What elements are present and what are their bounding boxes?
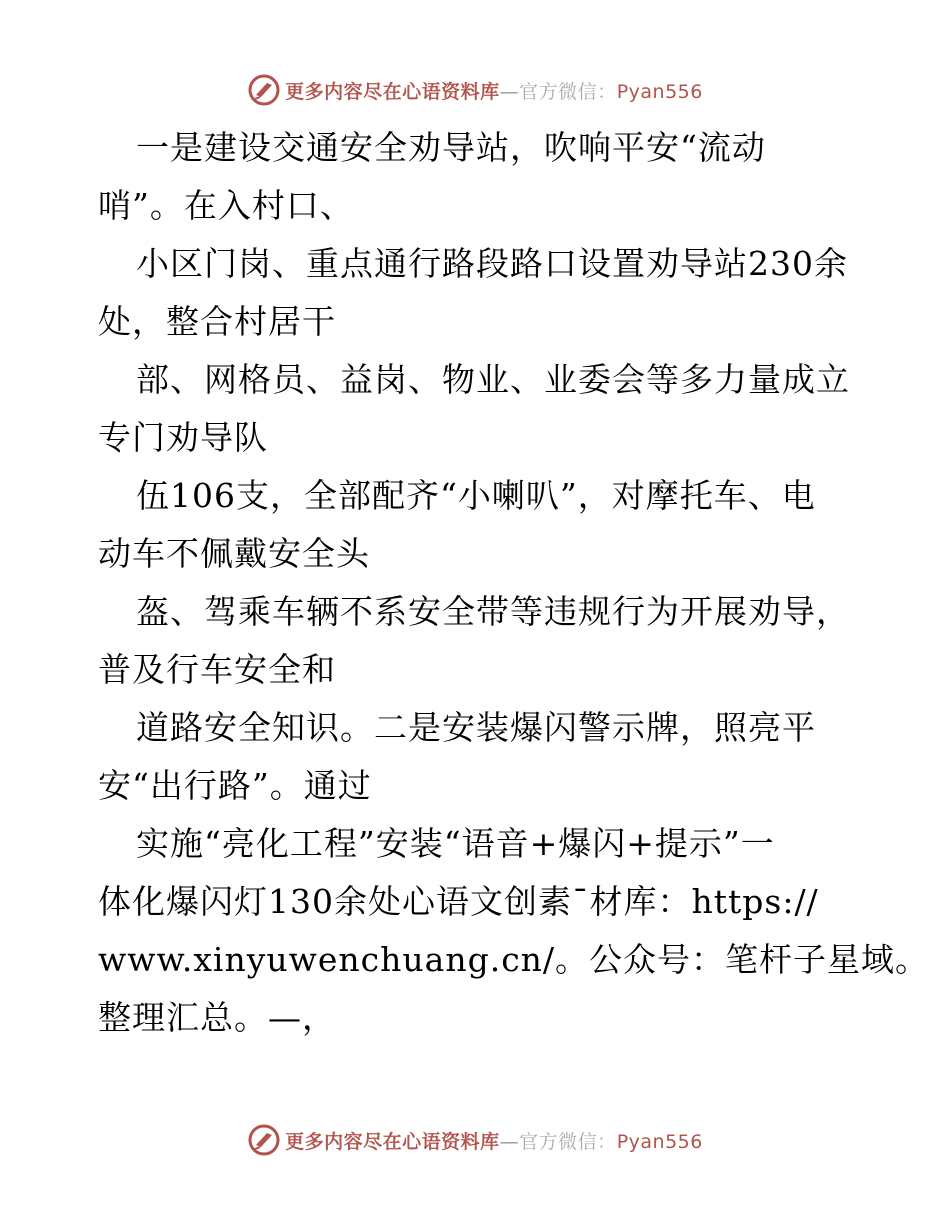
footer-wechat-label: 官方微信： xyxy=(519,1130,617,1153)
text-line-3: 小区门岗、重点通行路段路口设置劝导站230余 xyxy=(136,244,848,283)
header-text xyxy=(285,77,703,104)
header-site: 更多内容尽在心语资料库 xyxy=(285,80,500,103)
text-line-1: 一是建设交通安全劝导站，吹响平安“流动 xyxy=(136,128,766,167)
footer-banner xyxy=(0,1120,950,1160)
header-dash: — xyxy=(499,80,520,103)
text-line-16: 整理汇总。—， xyxy=(98,998,336,1037)
text-line-10: 普及行车安全和 xyxy=(98,650,336,689)
text-line-9: 盔、驾乘车辆不系安全带等违规行为开展劝导， xyxy=(136,592,850,631)
header-wechat-label: 官方微信： xyxy=(519,80,617,103)
text-line-13: 实施“亮化工程”安装“语音+爆闪+提示”一 xyxy=(136,824,775,863)
footer-dash: — xyxy=(499,1130,520,1153)
text-line-2: 哨”。在入村口、 xyxy=(98,186,354,225)
footer-text xyxy=(285,1127,703,1154)
logo-icon xyxy=(247,1123,281,1157)
text-line-8: 动车不佩戴安全头 xyxy=(98,534,370,573)
header-banner xyxy=(0,70,950,110)
text-line-12: 安“出行路”。通过 xyxy=(98,766,372,805)
text-line-6: 专门劝导队 xyxy=(98,418,268,457)
text-line-7: 伍106支，全部配齐“小喇叭”，对摩托车、电 xyxy=(136,476,816,515)
logo-icon xyxy=(247,73,281,107)
header-handle: Pyan556 xyxy=(616,80,703,103)
text-line-15: www.xinyuwenchuang.cn/。公众号：笔杆子星域。 xyxy=(98,940,930,979)
footer-site: 更多内容尽在心语资料库 xyxy=(285,1130,500,1153)
text-line-11: 道路安全知识。二是安装爆闪警示牌，照亮平 xyxy=(136,708,816,747)
text-line-4: 处，整合村居干 xyxy=(98,302,336,341)
text-line-5: 部、网格员、益岗、物业、业委会等多力量成立 xyxy=(136,360,850,399)
text-line-14: 体化爆闪灯130余处心语文创素¯材库：https:// xyxy=(98,882,819,921)
footer-handle: Pyan556 xyxy=(616,1130,703,1153)
